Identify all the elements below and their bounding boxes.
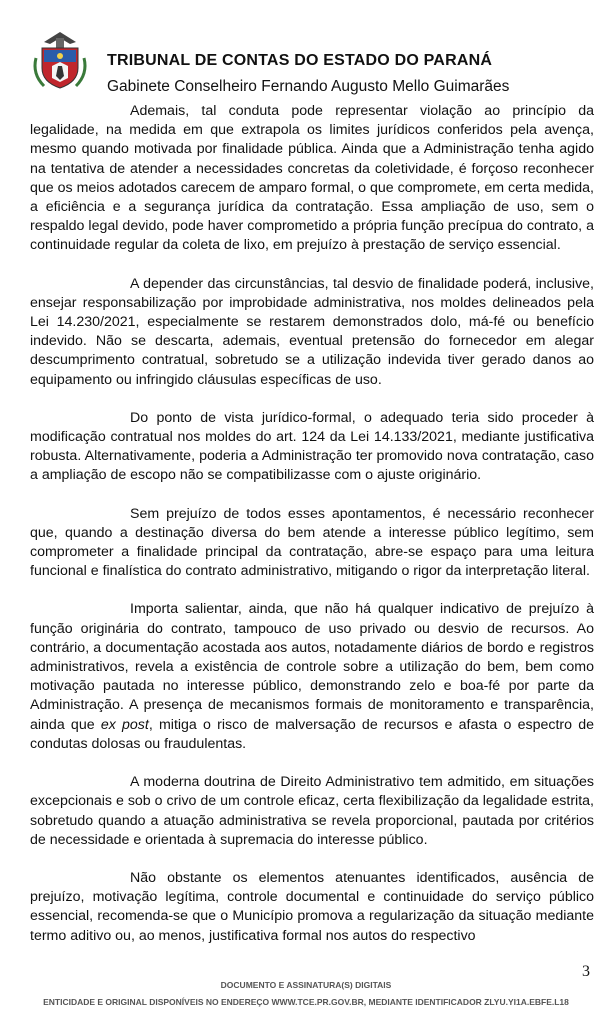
paragraph: Sem prejuízo de todos esses apontamentos, é necessário reconhecer que, quando a destinação diversa do bem atende a interesse público legítimo, sem comprometer a finalidade principal da contratação, abre-se espaço para uma leitura funcional e finalística do contrato administrativo, mitigando o rigor da interpretação literal. xyxy=(30,505,594,580)
parana-coat-of-arms-icon xyxy=(30,28,90,90)
paragraph-text: Importa salientar, ainda, que não há qualquer indicativo de prejuízo à função originária do contrato, tampouco de uso privado ou desvio de recursos. Ao contrário, a documentação acostada aos autos, notadamente diários de bordo e registros administrativos, revela a existência de controle sobre a utilização do bem, bem como motivação pautada no interesse público, demonstrando zelo e boa-fé por parte da Administração. A presença de mecanismos formais de monitoramento e transparência, ainda que xyxy=(30,601,594,733)
document-body xyxy=(30,102,594,965)
page-number: 3 xyxy=(582,963,590,980)
org-name: TRIBUNAL DE CONTAS DO ESTADO DO PARANÁ xyxy=(107,52,493,69)
paragraph: Não obstante os elementos atenuantes identificados, ausência de prejuízo, motivação legítima, controle documental e continuidade do serviço público essencial, recomenda-se que o Município promova a regularização da situação mediante termo aditivo ou, ao menos, justificativa formal nos autos do respectivo xyxy=(30,869,594,944)
paragraph: Do ponto de vista jurídico-formal, o adequado teria sido proceder à modificação contratual nos moldes do art. 124 da Lei 14.133/2021, mediante justificativa robusta. Alternativamente, poderia a Administração ter promovido nova contratação, caso a ampliação de escopo não se compatibilizasse com o ajuste originário. xyxy=(30,409,594,484)
document-header xyxy=(0,0,612,100)
paragraph: A depender das circunstâncias, tal desvio de finalidade poderá, inclusive, ensejar responsabilização por improbidade administrativa, nos moldes delineados pela Lei 14.230/2021, especialmente se restarem demonstrados dolo, má-fé ou benefício indevido. Não se descarta, ademais, eventual pretensão do fornecedor em alegar descumprimento contratual, sobretudo se a utilização indevida tiver gerado danos ao equipamento ou infringido cláusulas específicas de uso. xyxy=(30,275,594,388)
paragraph-text: , mitiga o risco de malversação de recursos e afasta o espectro de condutas dolosas ou fraudulentas. xyxy=(30,716,594,752)
paragraph: Ademais, tal conduta pode representar violação ao princípio da legalidade, na medida em que extrapola os limites jurídicos conferidos pela avença, mesmo quando motivada por finalidade pública. Ainda que a Administração tenha agido na tentativa de atender a necessidades concretas da coletividade, é forçoso reconhecer que os meios adotados carecem de amparo formal, o que compromete, em certa medida, a eficiência e a segurança jurídica da contratação. Essa ampliação de uso, sem o respaldo legal devido, pode haver comprometido a própria função precípua do contrato, a continuidade regular da coleta de lixo, em prejuízo à prestação de serviço essencial. xyxy=(30,103,594,254)
footer-signature-note: DOCUMENTO E ASSINATURA(S) DIGITAIS xyxy=(220,980,392,990)
office-name: Gabinete Conselheiro Fernando Augusto Mello Guimarães xyxy=(107,78,510,95)
paragraph xyxy=(30,600,594,754)
footer-authenticity-note: ENTICIDADE E ORIGINAL DISPONÍVEIS NO ENDEREÇO WWW.TCE.PR.GOV.BR, MEDIANTE IDENTIFICADOR ZLYU.YI1A.EBFE.L18 xyxy=(43,997,569,1007)
paragraph: A moderna doutrina de Direito Administrativo tem admitido, em situações excepcionais e sob o crivo de um controle eficaz, certa flexibilização da legalidade estrita, sobretudo quando a atuação administrativa se revela proporcional, pautada por critérios de necessidade e orientada à supremacia do interesse público. xyxy=(30,774,594,848)
emphasis-text: ex post xyxy=(100,716,149,733)
